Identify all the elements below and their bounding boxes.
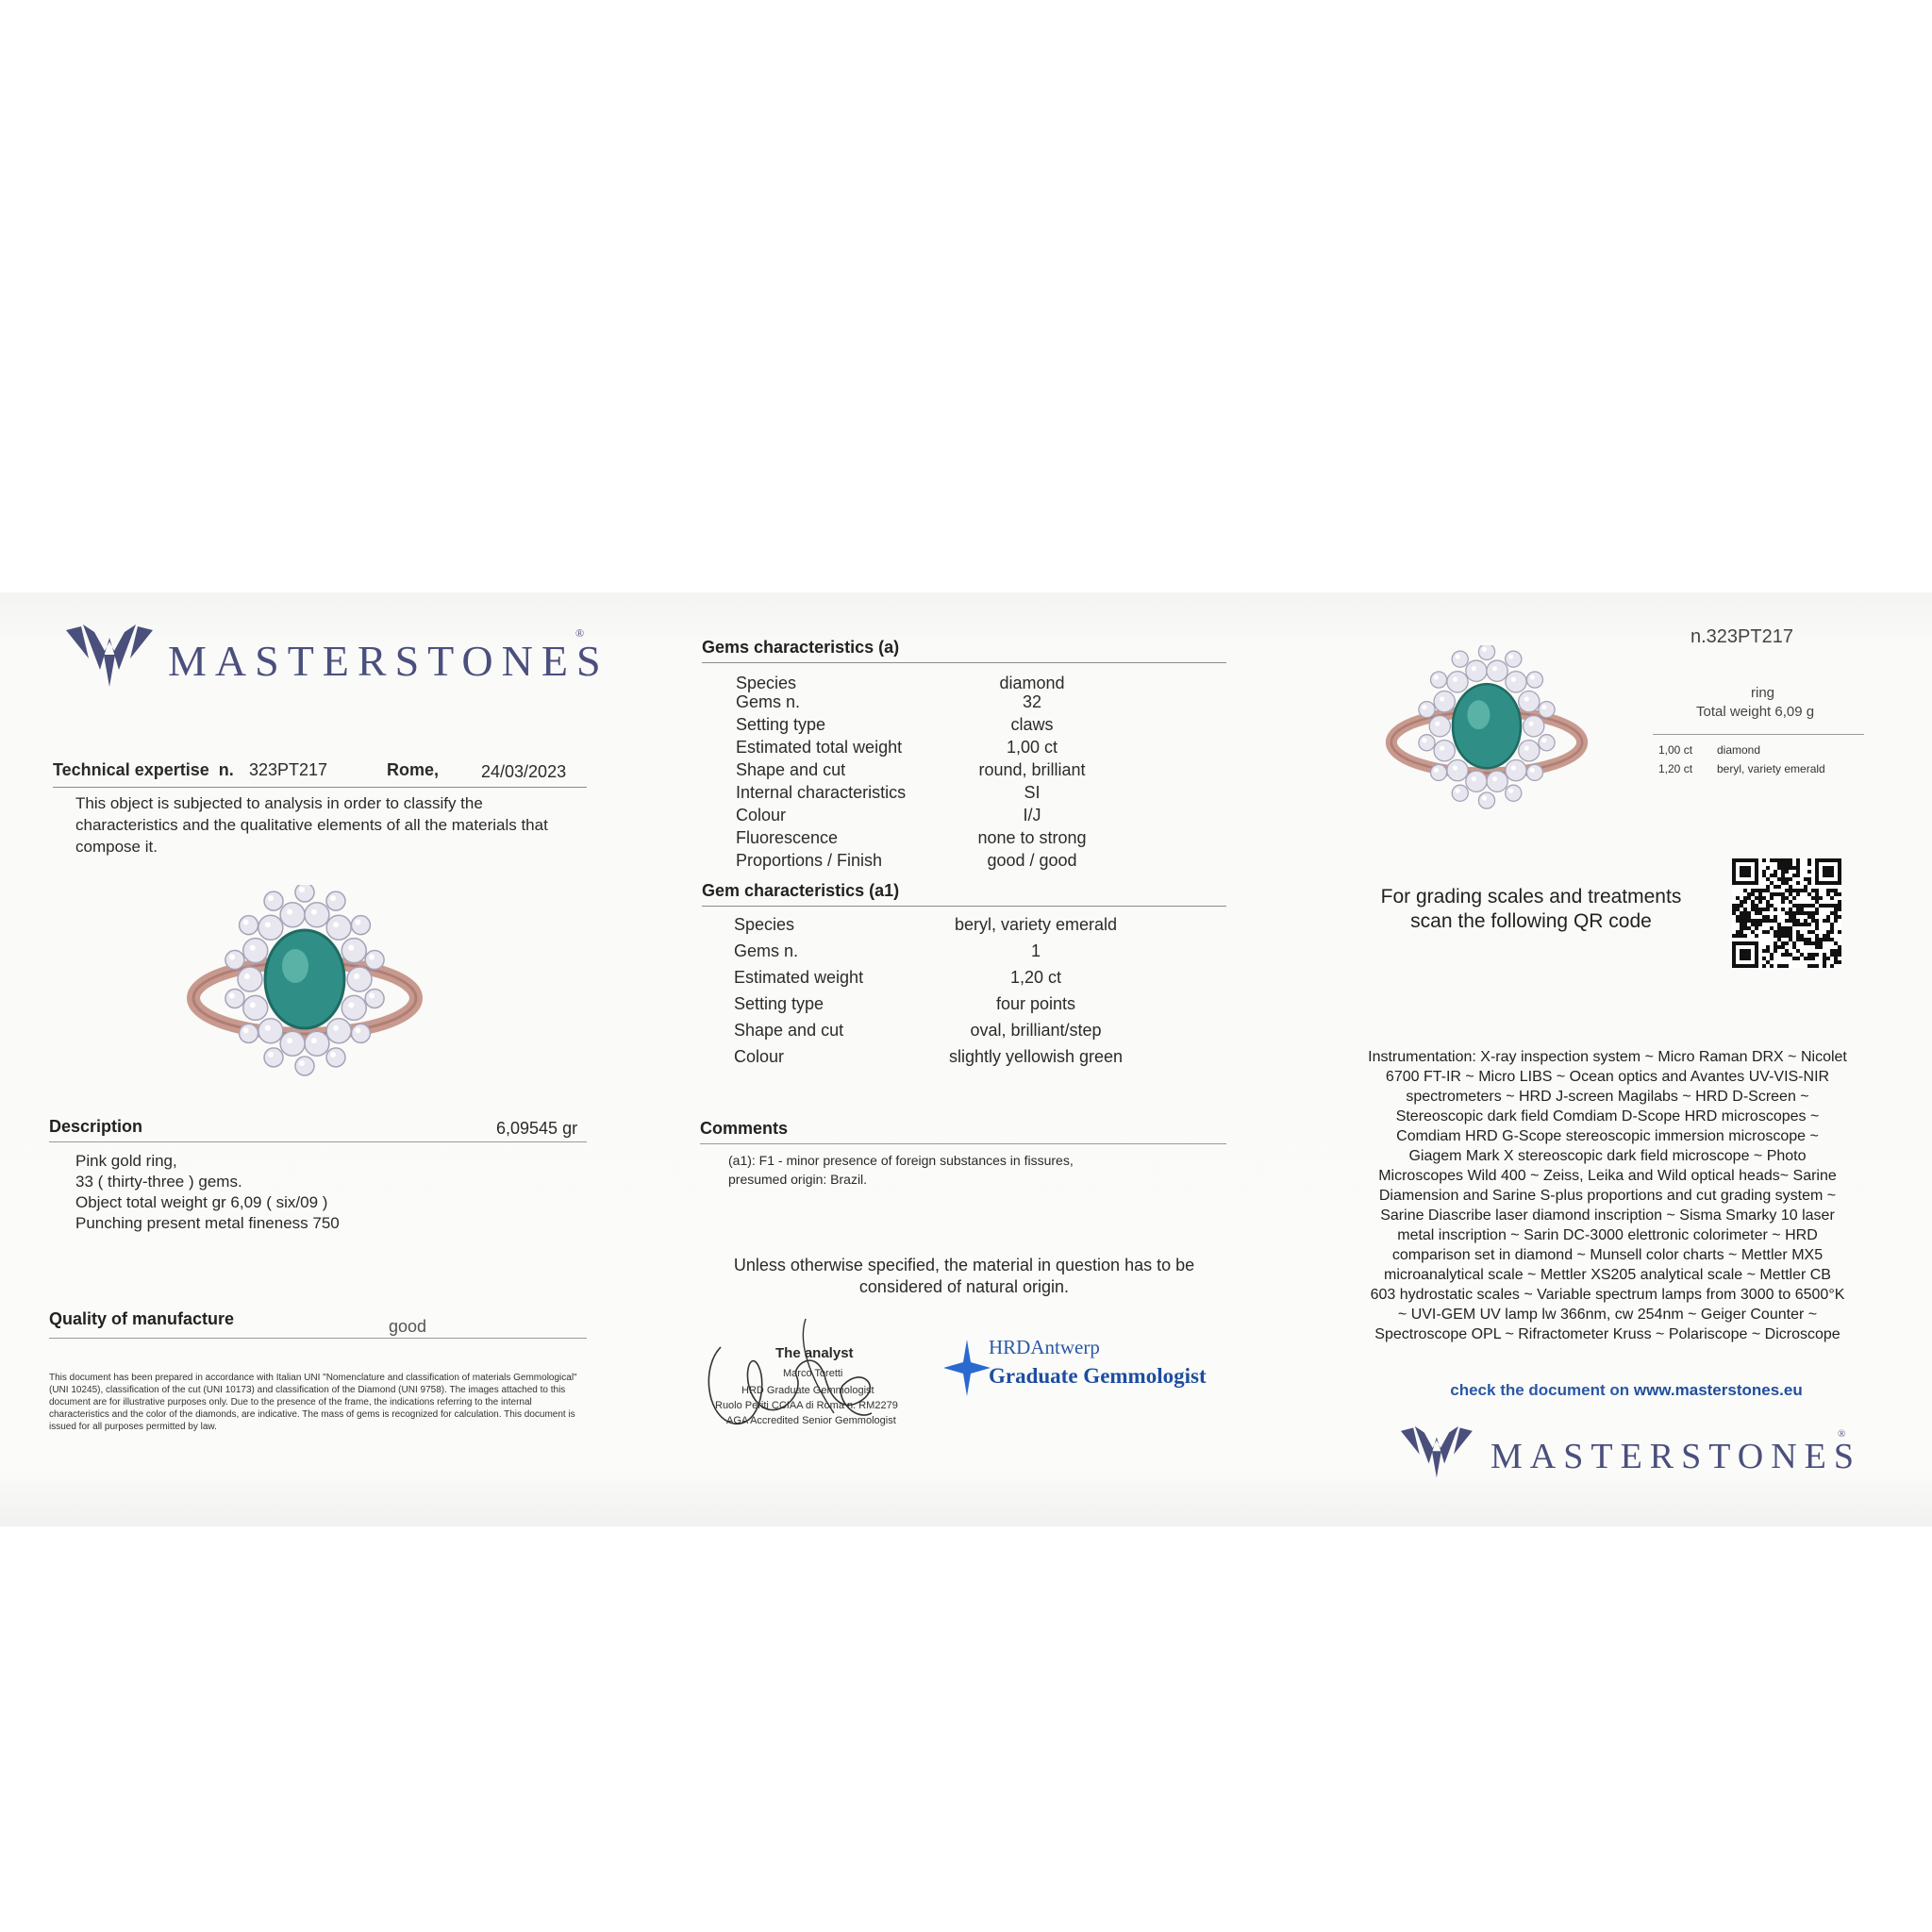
signature bbox=[702, 1309, 891, 1451]
instrumentation-line: metal inscription ~ Sarin DC-3000 elettronic colorimeter ~ HRD bbox=[1397, 1227, 1818, 1243]
gem-value: 1,20 ct bbox=[1009, 968, 1062, 987]
summary-desc: beryl, variety emerald bbox=[1717, 762, 1825, 775]
comments-text bbox=[728, 1151, 1219, 1189]
brand-name-bottom: MASTERSTONES bbox=[1491, 1437, 1862, 1476]
comments-title: Comments bbox=[700, 1119, 789, 1138]
instrumentation-line: spectrometers ~ HRD J-screen Magilabs ~ HRD D-Screen ~ bbox=[1406, 1089, 1809, 1105]
right-number: n.323PT217 bbox=[1690, 626, 1793, 647]
hrd-bottom: Graduate Gemmologist bbox=[989, 1364, 1207, 1388]
qr-caption bbox=[1358, 885, 1704, 934]
gems-value: none to strong bbox=[977, 828, 1087, 847]
gems-value: claws bbox=[1010, 715, 1054, 734]
gems-label: Gems n. bbox=[736, 692, 801, 711]
description-line: 33 ( thirty-three ) gems. bbox=[75, 1173, 242, 1191]
gems-title: Gems characteristics (a) bbox=[702, 638, 900, 657]
description-weight: 6,09545 gr bbox=[496, 1119, 578, 1138]
masterstones-logo-icon bbox=[62, 613, 166, 689]
instrumentation-text bbox=[1324, 1047, 1890, 1344]
intro-text: This object is subjected to analysis in order to classify the characteristics and the qualitative elements of all the materials that compose it. bbox=[75, 794, 548, 856]
gems-label: Setting type bbox=[736, 715, 826, 734]
brand-reg-bottom: ® bbox=[1838, 1428, 1846, 1440]
gems-value: diamond bbox=[999, 674, 1065, 692]
gems-label: Species bbox=[736, 674, 797, 692]
summary-desc: diamond bbox=[1717, 743, 1761, 757]
gem-title: Gem characteristics (a1) bbox=[702, 881, 900, 900]
instrumentation-line: Sarine Diascribe laser diamond inscription ~ Sisma Smarky 10 laser bbox=[1380, 1208, 1835, 1224]
summary-ct: 1,00 ct bbox=[1658, 743, 1693, 757]
gem-value: oval, brilliant/step bbox=[970, 1021, 1102, 1040]
qr-code[interactable] bbox=[1732, 858, 1841, 968]
instrumentation-line: Microscopes Wild 400 ~ Zeiss, Leika and Wild optical heads~ Sarine bbox=[1378, 1168, 1837, 1184]
gem-label: Colour bbox=[734, 1047, 785, 1066]
gems-value: I/J bbox=[1023, 806, 1041, 824]
masterstones-logo-icon bbox=[1396, 1417, 1485, 1479]
instrumentation-line: 6700 FT-IR ~ Micro LIBS ~ Ocean optics and Avantes UV-VIS-NIR bbox=[1385, 1069, 1830, 1085]
gem-value: four points bbox=[995, 994, 1076, 1013]
analyst-credential: Ruolo Periti CCIAA di Roma n. RM2279 bbox=[715, 1400, 898, 1411]
check-url-link[interactable]: www.masterstones.eu bbox=[1633, 1381, 1803, 1399]
gem-label: Species bbox=[734, 915, 795, 934]
quality-label: Quality of manufacture bbox=[49, 1309, 235, 1328]
gems-table bbox=[702, 670, 1226, 877]
expertise-date: 24/03/2023 bbox=[481, 762, 567, 781]
right-total-weight: Total weight 6,09 g bbox=[1696, 704, 1815, 720]
gem-value: 1 bbox=[1030, 941, 1041, 960]
natural-origin-note bbox=[702, 1255, 1226, 1298]
gems-value: good / good bbox=[987, 851, 1077, 870]
expertise-rule bbox=[53, 787, 587, 788]
gems-value: round, brilliant bbox=[978, 760, 1086, 779]
instrumentation-line: 603 hydrostatic scales ~ Variable spectrum lamps from 3000 to 6500°K bbox=[1370, 1287, 1845, 1303]
expertise-label: Technical expertise n. bbox=[53, 760, 234, 779]
expertise-line bbox=[53, 760, 587, 783]
gems-label: Proportions / Finish bbox=[736, 851, 883, 870]
gem-value: beryl, variety emerald bbox=[954, 915, 1118, 934]
gems-value: SI bbox=[1024, 783, 1041, 802]
description-line: Punching present metal fineness 750 bbox=[75, 1214, 340, 1232]
hrd-badge bbox=[943, 1336, 1217, 1411]
quality-value: good bbox=[389, 1317, 427, 1336]
instrumentation-line: ~ UVI-GEM UV lamp lw 366nm, cw 254nm ~ Geiger Counter ~ bbox=[1397, 1307, 1818, 1323]
gems-label: Internal characteristics bbox=[736, 783, 907, 802]
certificate-card bbox=[0, 592, 1932, 1526]
description-line: Object total weight gr 6,09 ( six/09 ) bbox=[75, 1193, 328, 1211]
comments-line: presumed origin: Brazil. bbox=[728, 1172, 868, 1187]
description-rule bbox=[49, 1141, 587, 1142]
instrumentation-line: Stereoscopic dark field Comdiam D-Scope HRD microscopes ~ bbox=[1395, 1108, 1820, 1124]
gems-label: Fluorescence bbox=[736, 828, 839, 847]
comments-line: (a1): F1 - minor presence of foreign substances in fissures, bbox=[728, 1153, 1074, 1168]
hrd-star-icon bbox=[943, 1340, 991, 1396]
instrumentation-line: microanalytical scale ~ Mettler XS205 analytical scale ~ Mettler CB bbox=[1384, 1267, 1831, 1283]
gems-value: 1,00 ct bbox=[1006, 738, 1058, 757]
right-summary bbox=[1658, 743, 1885, 781]
gems-label: Colour bbox=[736, 806, 787, 824]
gems-label: Estimated total weight bbox=[736, 738, 903, 757]
natural-line: Unless otherwise specified, the material in question has to be bbox=[733, 1256, 1195, 1274]
gems-value: 32 bbox=[1022, 692, 1042, 711]
disclaimer-text: This document has been prepared in accordance with Italian UNI "Nomenclature and classification of materials Gemmological" (UNI 10245), classification of the cut (UNI 10173) and classification of the Diamond (UNI 9758). The images attached to this document are for illustrative purposes only. Due to the presence of the frame, the indications referring to the internal characteristics and the color of the diamonds, are indicative. The mass of gems is recognized for calculation. This document is issued for all purposes permitted by law. bbox=[49, 1373, 577, 1432]
description-label: Description bbox=[49, 1117, 143, 1136]
check-document-line bbox=[1362, 1381, 1890, 1400]
summary-ct: 1,20 ct bbox=[1658, 762, 1693, 775]
gem-label: Estimated weight bbox=[734, 968, 864, 987]
check-prefix: check the document on bbox=[1450, 1381, 1634, 1399]
analyst-name: Marco Toretti bbox=[783, 1368, 843, 1379]
instrumentation-line: Giagem Mark X stereoscopic dark field microscope ~ Photo bbox=[1408, 1148, 1807, 1164]
description-list bbox=[75, 1151, 547, 1234]
hrd-top: HRDAntwerp bbox=[989, 1336, 1100, 1358]
expertise-city: Rome, bbox=[387, 760, 440, 779]
description-line: Pink gold ring, bbox=[75, 1152, 177, 1170]
comments-rule bbox=[700, 1143, 1226, 1144]
expertise-number: 323PT217 bbox=[249, 760, 328, 779]
ring-photo bbox=[187, 885, 423, 1083]
brand-name: MASTERSTONES bbox=[168, 637, 609, 685]
instrumentation-line: Instrumentation: X-ray inspection system ~ Micro Raman DRX ~ Nicolet bbox=[1368, 1049, 1847, 1065]
gem-table bbox=[702, 913, 1226, 1074]
analyst-credential: HRD Graduate Gemmologist bbox=[741, 1385, 874, 1396]
instrumentation-line: Comdiam HRD G-Scope stereoscopic immersion microscope ~ bbox=[1396, 1128, 1819, 1144]
gem-label: Setting type bbox=[734, 994, 824, 1013]
masterstones-logo-bottom bbox=[1396, 1417, 1862, 1483]
gem-value: slightly yellowish green bbox=[948, 1047, 1124, 1066]
right-item: ring bbox=[1751, 685, 1775, 701]
gem-label: Gems n. bbox=[734, 941, 799, 960]
instrumentation-line: comparison set in diamond ~ Munsell color charts ~ Mettler MX5 bbox=[1391, 1247, 1824, 1263]
ring-photo-small bbox=[1383, 645, 1591, 815]
instrumentation-line: Diamension and Sarine S-plus proportions and cut grading system ~ bbox=[1378, 1188, 1837, 1204]
analyst-credential: AGA Accredited Senior Gemmologist bbox=[726, 1415, 896, 1426]
gem-rule bbox=[702, 906, 1226, 907]
gems-label: Shape and cut bbox=[736, 760, 846, 779]
gem-label: Shape and cut bbox=[734, 1021, 844, 1040]
quality-rule bbox=[49, 1338, 587, 1339]
analyst-block bbox=[702, 1309, 938, 1451]
instrumentation-line: Spectroscope OPL ~ Rifractometer Kruss ~ Polariscope ~ Dicroscope bbox=[1374, 1326, 1840, 1342]
analyst-title: The analyst bbox=[775, 1345, 854, 1361]
natural-line: considered of natural origin. bbox=[858, 1277, 1070, 1296]
masterstones-logo bbox=[62, 613, 609, 689]
qr-caption-line: scan the following QR code bbox=[1410, 910, 1652, 932]
gems-rule bbox=[702, 662, 1226, 663]
qr-caption-line: For grading scales and treatments bbox=[1380, 886, 1682, 908]
right-summary-rule bbox=[1653, 734, 1864, 735]
brand-reg: ® bbox=[575, 626, 585, 640]
